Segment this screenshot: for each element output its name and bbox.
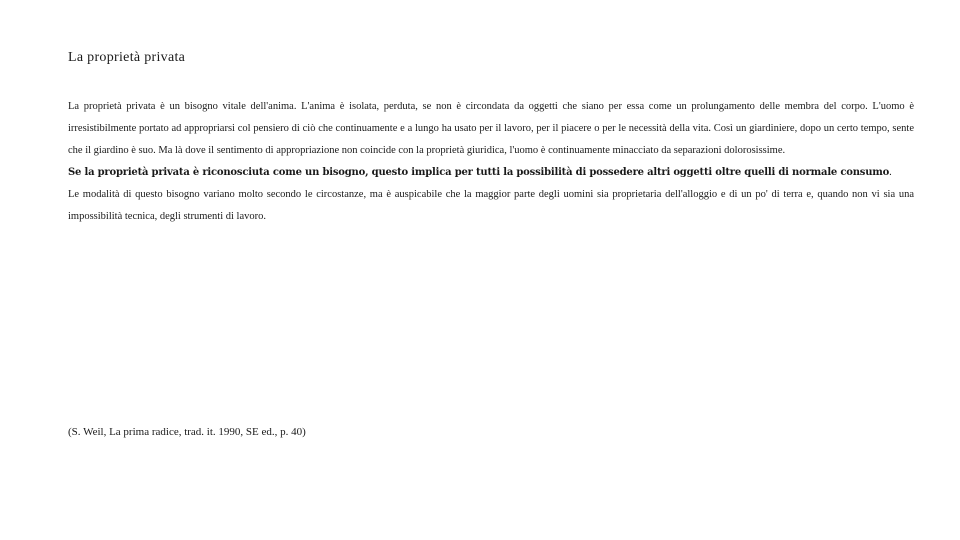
citation: (S. Weil, La prima radice, trad. it. 1990, SE ed., p. 40) — [68, 426, 306, 438]
body-text — [68, 96, 914, 228]
slide-title: La proprietà privata — [68, 50, 186, 65]
paragraph-2 — [68, 162, 914, 184]
emphasized-sentence-end: . — [889, 167, 892, 178]
emphasized-sentence: Se la proprietà privata è riconosciuta come un bisogno, questo implica per tutti la possibilità di possedere altri oggetti oltre quelli di normale consumo — [68, 167, 890, 178]
paragraph-1: La proprietà privata è un bisogno vitale dell'anima. L'anima è isolata, perduta, se non è circondata da oggetti che siano per essa come un prolungamento delle membra del corpo. L'uomo è irresistibilmente portato ad appropriarsi col pensiero di ciò che continuamente e a lungo ha usato per il lavoro, per il piacere o per le necessità della vita. Così un giardiniere, dopo un certo tempo, sente che il giardino è suo. Ma là dove il sentimento di appropriazione non coincide con la proprietà giuridica, l'uomo è continuamente minacciato da separazioni dolorosissime. — [68, 101, 914, 156]
paragraph-3: Le modalità di questo bisogno variano molto secondo le circostanze, ma è auspicabile che la maggior parte degli uomini sia proprietaria dell'alloggio e di un po' di terra e, quando non vi sia una impossibilità tecnica, degli strumenti di lavoro. — [68, 189, 914, 222]
